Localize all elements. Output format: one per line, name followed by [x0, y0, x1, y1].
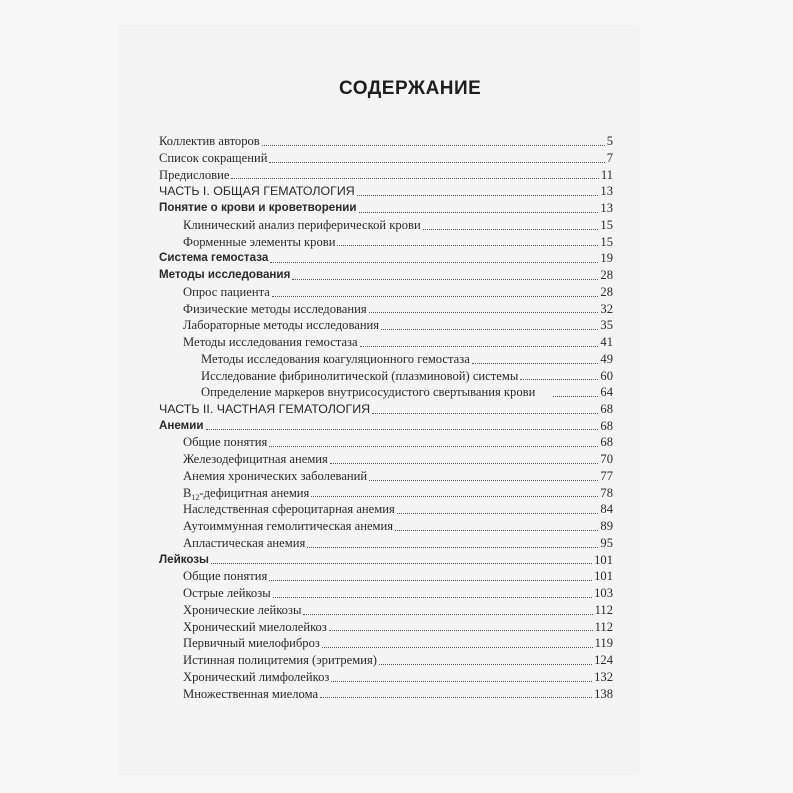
toc-entry: [159, 418, 613, 435]
toc-entry-title: Коллектив авторов: [159, 134, 260, 148]
toc-entry-page-number: 7: [606, 150, 613, 165]
toc-entry-page-number: 13: [600, 184, 613, 199]
dot-leader: [379, 664, 592, 665]
toc-entry-title: Методы исследования: [159, 268, 291, 281]
toc-entry-title: Острые лейкозы: [183, 586, 271, 600]
toc-entry-title: [183, 485, 309, 502]
toc-entry-page-number: 5: [606, 134, 613, 148]
toc-entry-page-number: 68: [600, 418, 613, 433]
toc-entry: [159, 167, 613, 184]
dot-leader: [369, 312, 599, 313]
toc-entry-title: Истинная полицитемия (эритремия): [183, 653, 377, 667]
toc-entry: [159, 317, 613, 334]
dot-leader: [369, 480, 598, 481]
toc-entry-title: Наследственная сфероцитарная анемия: [183, 502, 395, 517]
toc-entry-title: Исследование фибринолитической (плазминовой) системы: [201, 368, 519, 383]
toc-entry: [159, 585, 613, 602]
dot-leader: [273, 597, 592, 598]
toc-entry-page-number: 28: [600, 284, 613, 299]
toc-entry: [159, 133, 613, 150]
dot-leader: [553, 396, 598, 397]
dot-leader: [292, 279, 598, 280]
dot-leader: [337, 245, 598, 246]
toc-entry-title: Физические методы исследования: [183, 301, 367, 316]
page-title: СОДЕРЖАНИЕ: [339, 78, 482, 99]
toc-entry-title: Анемии: [159, 418, 204, 432]
toc-entry-title: Определение маркеров внутрисосудистого свертывания крови: [201, 385, 536, 400]
dot-leader: [272, 296, 599, 297]
toc-entry-title: Лабораторные методы исследования: [183, 318, 380, 333]
toc-entry-page-number: 119: [594, 636, 613, 651]
toc-entry: [159, 351, 613, 368]
toc-entry-title: Лейкозы: [159, 552, 209, 566]
dot-leader: [329, 630, 593, 631]
toc-entry-page-number: 32: [600, 301, 613, 316]
dot-leader: [359, 212, 599, 213]
toc-entry-title: Понятие о крови и кроветворении: [159, 201, 357, 214]
toc-entry-title: Клинический анализ периферической крови: [183, 217, 421, 232]
toc-entry: [159, 501, 613, 518]
toc-entry: [159, 284, 613, 301]
toc-entry: [159, 150, 613, 167]
toc-entry-title: Хронический миелолейкоз: [183, 619, 327, 634]
toc-entry-page-number: 68: [600, 435, 613, 450]
dot-leader: [311, 496, 598, 497]
toc-entry-label-text: -дефицитная анемия: [199, 485, 310, 500]
dot-leader: [372, 413, 598, 414]
dot-leader: [357, 195, 599, 196]
toc-entry: [159, 234, 613, 251]
toc-entry-title: ЧАСТЬ I. ОБЩАЯ ГЕМАТОЛОГИЯ: [159, 184, 355, 199]
toc-entry-page-number: 60: [600, 368, 613, 383]
dot-leader: [330, 463, 599, 464]
toc-entry-page-number: 84: [600, 502, 613, 517]
toc-entry-page-number: 101: [594, 569, 613, 584]
toc-entry-title: Апластическая анемия: [183, 535, 306, 550]
dot-leader: [206, 429, 599, 430]
toc-entry-page-number: 19: [600, 251, 613, 266]
toc-entry-page-number: 70: [600, 452, 613, 466]
toc-entry-page-number: 138: [594, 686, 613, 701]
dot-leader: [381, 329, 598, 330]
dot-leader: [231, 178, 598, 179]
toc-entry-title: Первичный миелофиброз: [183, 636, 320, 651]
dot-leader: [269, 446, 598, 447]
toc-entry-title: Предисловие: [159, 167, 230, 182]
toc-entry-page-number: 15: [600, 217, 613, 232]
toc-entry-page-number: 11: [600, 167, 613, 182]
toc-entry: [159, 635, 613, 652]
toc-entry: [159, 451, 613, 468]
dot-leader: [211, 563, 592, 564]
toc-entry-page-number: 124: [594, 653, 613, 667]
toc-entry-title: Хронический лимфолейкоз: [183, 669, 330, 684]
toc-entry-page-number: 64: [600, 385, 613, 400]
toc-entry: [159, 652, 613, 669]
dot-leader: [307, 547, 598, 548]
toc-entry: [159, 384, 613, 401]
toc-entry: [159, 183, 613, 200]
toc-entry-title: Железодефицитная анемия: [183, 452, 328, 466]
toc-entry: [159, 518, 613, 535]
toc-entry: [159, 535, 613, 552]
dot-leader: [322, 647, 593, 648]
toc-entry-title: Опрос пациента: [183, 284, 270, 299]
toc-entry-page-number: 112: [594, 619, 613, 634]
toc-entry-page-number: 15: [600, 234, 613, 249]
toc-entry: [159, 686, 613, 703]
dot-leader: [320, 697, 592, 698]
dot-leader: [423, 229, 599, 230]
toc-entry-title: ЧАСТЬ II. ЧАСТНАЯ ГЕМАТОЛОГИЯ: [159, 401, 371, 416]
toc-entry: [159, 267, 613, 284]
toc-entry-title: Множественная миелома: [183, 686, 319, 701]
dot-leader: [472, 363, 599, 364]
toc-entry-title: Анемия хронических заболеваний: [183, 468, 368, 483]
toc-entry: [159, 552, 613, 569]
toc-entry: [159, 301, 613, 318]
toc-entry-page-number: 101: [594, 552, 613, 567]
toc-entry-page-number: 78: [600, 485, 613, 500]
toc-entry-page-number: 77: [600, 468, 613, 483]
toc-entry-title: Система гемостаза: [159, 251, 269, 265]
dot-leader: [360, 346, 599, 347]
toc-entry-title: Общие понятия: [183, 435, 268, 450]
toc-entry-title: Список сокращений: [159, 150, 268, 165]
toc-entry: [159, 401, 613, 418]
toc-entry-title: Методы исследования коагуляционного гемостаза: [201, 351, 470, 366]
toc-entry-title: Аутоиммунная гемолитическая анемия: [183, 519, 394, 533]
toc-entry-page-number: 13: [600, 201, 613, 215]
toc-entry: [159, 250, 613, 267]
dot-leader: [262, 145, 605, 146]
toc-entry: [159, 334, 613, 351]
toc-entry: [159, 602, 613, 619]
toc-entry-title: Форменные элементы крови: [183, 234, 336, 249]
toc-entry: [159, 619, 613, 636]
toc-entry: [159, 485, 613, 502]
toc-entry-page-number: 28: [600, 268, 613, 282]
dot-leader: [520, 379, 598, 380]
toc-entry-prefix: B: [183, 485, 192, 500]
toc-entry: [159, 669, 613, 686]
toc-entry-page-number: 95: [600, 535, 613, 550]
dot-leader: [331, 681, 592, 682]
toc-entry-page-number: 35: [600, 318, 613, 333]
table-of-contents: [159, 133, 613, 702]
dot-leader: [269, 580, 592, 581]
toc-entry: [159, 368, 613, 385]
dot-leader: [303, 614, 592, 615]
dot-leader: [269, 162, 604, 163]
toc-entry-page-number: 89: [600, 519, 613, 533]
toc-entry-title: Методы исследования гемостаза: [183, 335, 358, 349]
toc-entry-title: Общие понятия: [183, 569, 268, 584]
toc-entry-page-number: 103: [594, 586, 613, 600]
dot-leader: [395, 530, 598, 531]
toc-entry-title: Хронические лейкозы: [183, 602, 302, 617]
toc-entry-subscript: 12: [191, 492, 200, 502]
toc-entry: [159, 434, 613, 451]
toc-entry-page-number: 68: [600, 401, 613, 416]
toc-entry: [159, 468, 613, 485]
toc-entry-page-number: 41: [600, 335, 613, 349]
toc-entry-page-number: 112: [594, 602, 613, 617]
toc-entry: [159, 200, 613, 217]
dot-leader: [397, 513, 599, 514]
toc-entry-page-number: 49: [600, 351, 613, 366]
toc-entry: [159, 568, 613, 585]
dot-leader: [270, 262, 598, 263]
toc-entry: [159, 217, 613, 234]
toc-entry-page-number: 132: [594, 669, 613, 684]
